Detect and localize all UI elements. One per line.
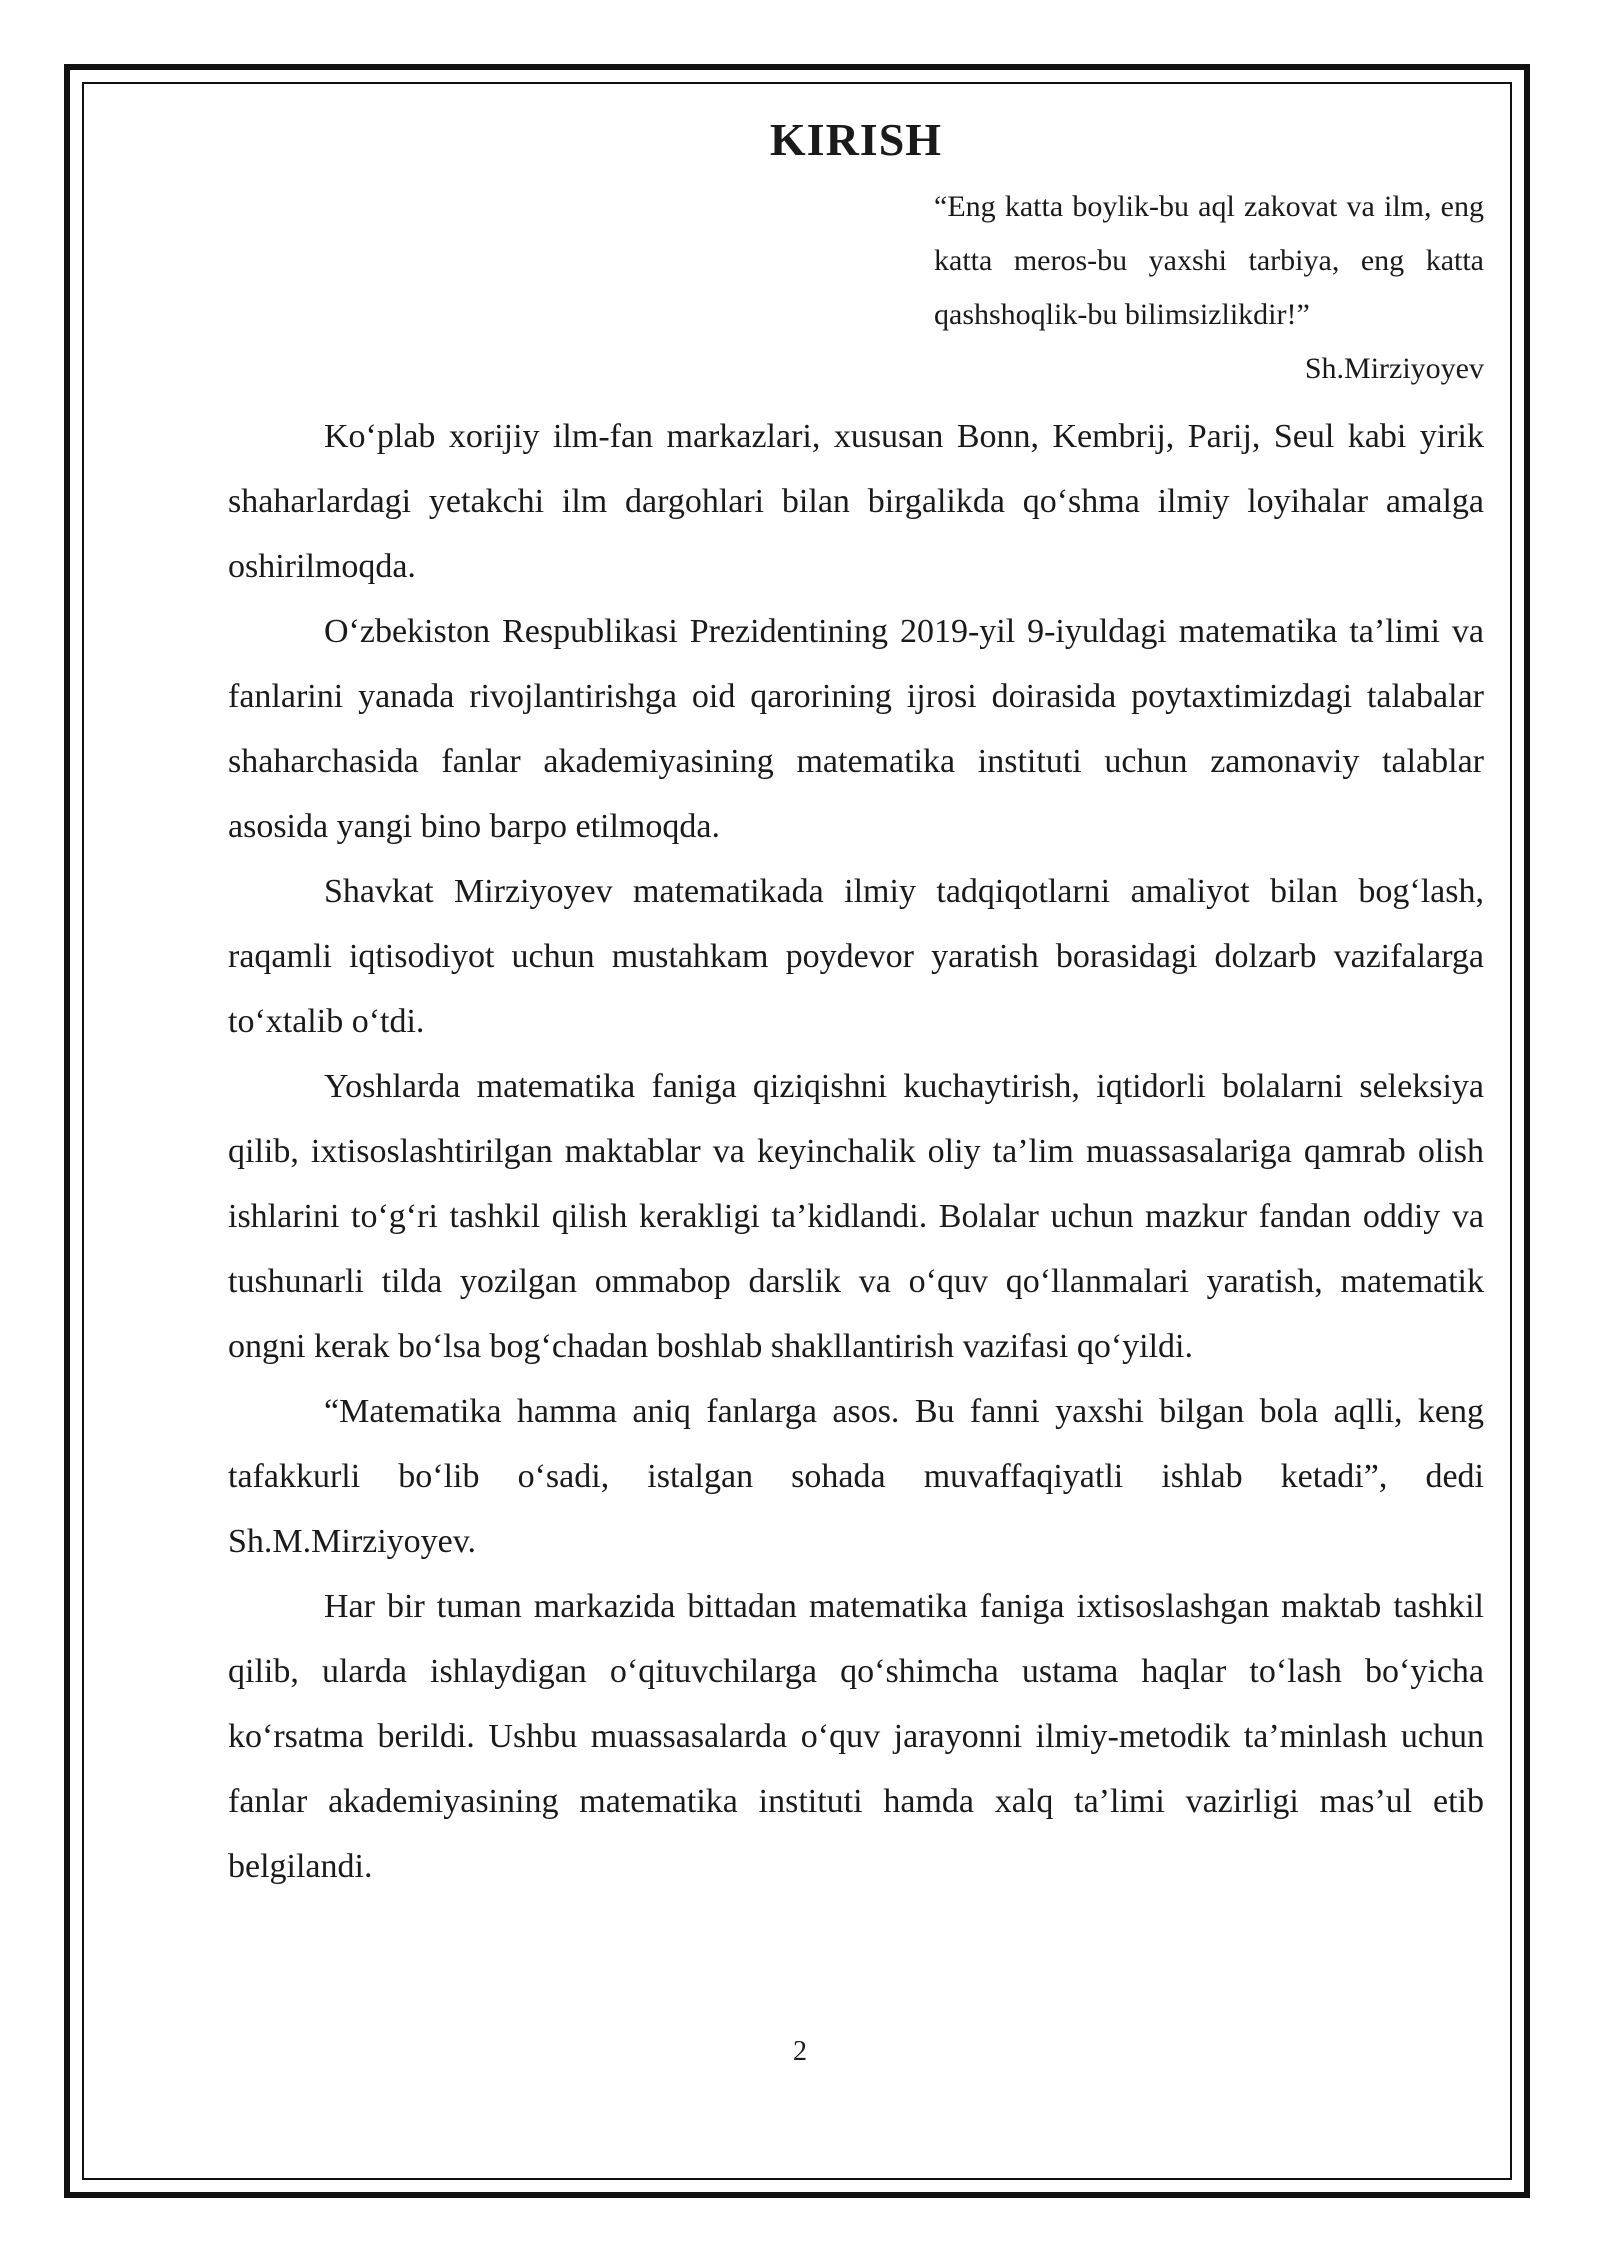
paragraph-2: O‘zbekiston Respublikasi Prezidentining 2019-yil 9-iyuldagi matematika ta’limi va fanlarini yanada rivojlantirishga oid qarorining ijrosi doirasida poytaxtimizdagi talabalar shaharchasida fanlar akademiyasining matematika instituti uchun zamonaviy talablar asosida yangi bino barpo etilmoqda. (228, 613, 1484, 845)
paragraph-1: Ko‘plab xorijiy ilm-fan markazlari, xususan Bonn, Kembrij, Parij, Seul kabi yirik shaharlardagi yetakchi ilm dargohlari bilan birgalikda qo‘shma ilmiy loyihalar amalga oshirilmoqda. (228, 418, 1484, 585)
page-title: KIRISH (769, 114, 943, 165)
page-number: 2 (793, 2036, 807, 2067)
paragraph-4: Yoshlarda matematika faniga qiziqishni kuchaytirish, iqtidorli bolalarni seleksiya qilib, ixtisoslashtirilgan maktablar va keyinchalik oliy ta’lim muassasalariga qamrab olish ishlarini to‘g‘ri tashkil qilish kerakligi ta’kidlandi. Bolalar uchun mazkur fandan oddiy va tushunarli tilda yozilgan ommabop darslik va o‘quv qo‘llanmalari yaratish, matematik ongni kerak bo‘lsa bog‘chadan boshlab shakllantirish vazifasi qo‘yildi. (228, 1068, 1484, 1365)
paragraph-6: Har bir tuman markazida bittadan matematika faniga ixtisoslashgan maktab tashkil qilib, ularda ishlaydigan o‘qituvchilarga qo‘shimcha ustama haqlar to‘lash bo‘yicha ko‘rsatma berildi. Ushbu muassasalarda o‘quv jarayonni ilmiy-metodik ta’minlash uchun fanlar akademiyasining matematika instituti hamda xalq ta’limi vazirligi mas’ul etib belgilandi. (228, 1588, 1484, 1885)
paragraph-3: Shavkat Mirziyoyev matematikada ilmiy tadqiqotlarni amaliyot bilan bog‘lash, raqamli iqtisodiyot uchun mustahkam poydevor yaratish borasidagi dolzarb vazifalarga to‘xtalib o‘tdi. (228, 873, 1484, 1040)
epigraph-quote: “Eng katta boylik-bu aql zakovat va ilm, eng katta meros-bu yaxshi tarbiya, eng katta qashshoqlik-bu bilimsizlikdir!” (934, 190, 1484, 331)
paragraph-5: “Matematika hamma aniq fanlarga asos. Bu fanni yaxshi bilgan bola aqlli, keng tafakkurli bo‘lib o‘sadi, istalgan sohada muvaffaqiyatli ishlab ketadi”, dedi Sh.M.Mirziyoyev. (228, 1393, 1484, 1560)
epigraph-author: Sh.Mirziyoyev (1304, 352, 1484, 385)
page-content (228, 110, 1484, 1899)
